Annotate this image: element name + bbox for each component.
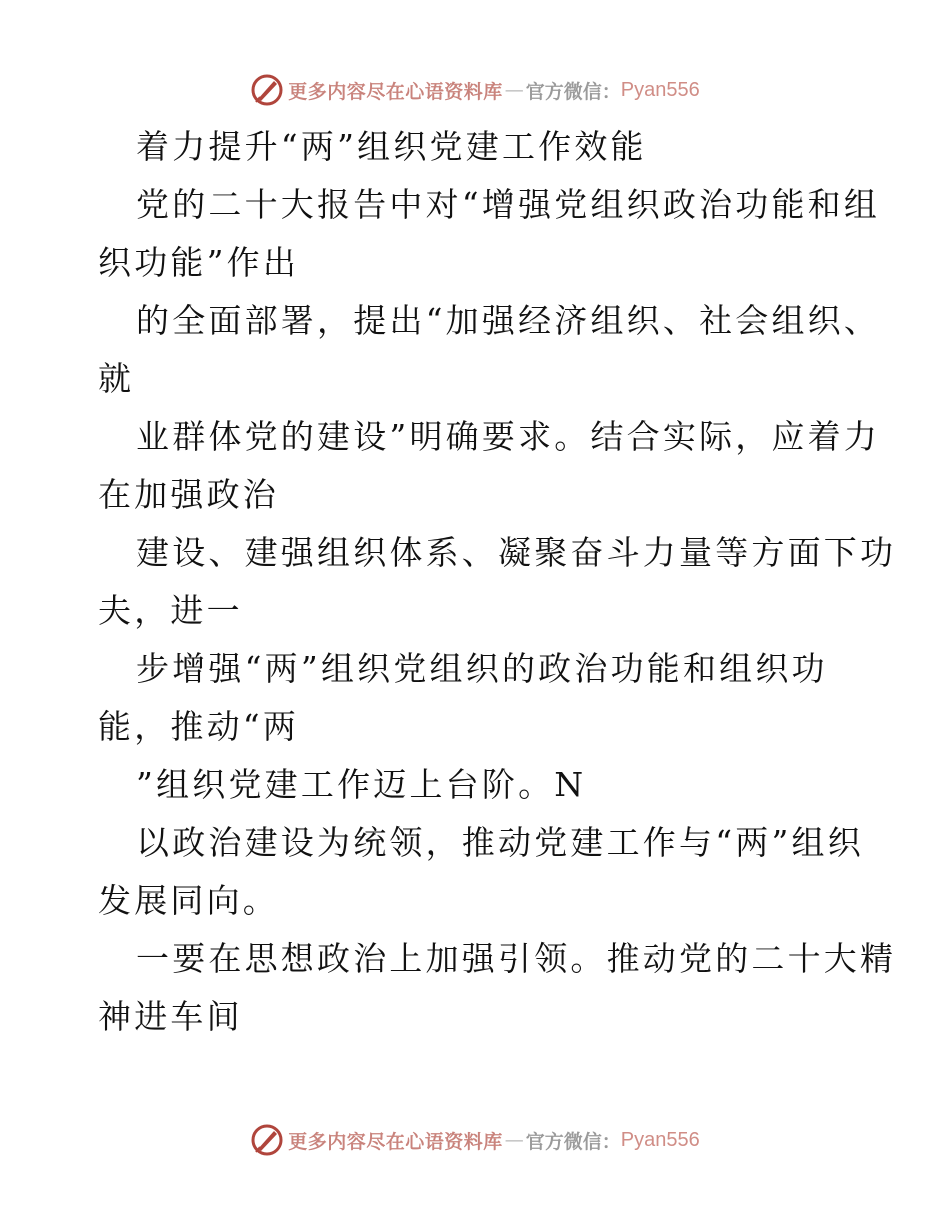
footer-watermark [0, 1120, 950, 1160]
paragraph-line: 步增强“两”组织党组织的政治功能和组织功 [136, 649, 828, 688]
paragraph-line: ”组织党建工作迈上台阶。N [136, 765, 587, 804]
watermark-site-name: 更多内容尽在心语资料库 [288, 1130, 503, 1153]
paragraph-line: 党的二十大报告中对“增强党组织政治功能和组 [136, 185, 881, 224]
paragraph-line: 能，推动“两 [98, 707, 300, 746]
paragraph-line: 夫，进一 [98, 591, 243, 630]
watermark-site-name: 更多内容尽在心语资料库 [288, 80, 503, 103]
paragraph-line: 业群体党的建设”明确要求。结合实际，应着力 [136, 417, 881, 456]
watermark-wechat-id: Pyan556 [620, 1128, 700, 1151]
watermark-dash: — [504, 79, 524, 101]
paragraph-line: 在加强政治 [98, 475, 279, 514]
paragraph-line: 以政治建设为统领，推动党建工作与“两”组织 [136, 823, 864, 862]
paragraph-line: 建设、建强组织体系、凝聚奋斗力量等方面下功 [136, 533, 897, 572]
quill-logo-icon [250, 73, 284, 107]
quill-logo-icon [250, 1123, 284, 1157]
watermark-wechat-label: 官方微信： [525, 80, 621, 103]
document-body [98, 118, 897, 1046]
watermark-dash: — [504, 1129, 524, 1151]
paragraph-line: 就 [98, 359, 135, 398]
paragraph-line: 织功能”作出 [98, 243, 300, 282]
paragraph-line: 发展同向。 [98, 881, 279, 920]
paragraph-line: 的全面部署，提出“加强经济组织、社会组织、 [136, 301, 881, 340]
paragraph-line: 一要在思想政治上加强引领。推动党的二十大精 [136, 939, 897, 978]
paragraph-line: 神进车间 [98, 997, 243, 1036]
watermark-wechat-id: Pyan556 [620, 78, 700, 101]
document-title: 着力提升“两”组织党建工作效能 [136, 127, 647, 166]
watermark-wechat-label: 官方微信： [525, 1130, 621, 1153]
header-watermark [0, 70, 950, 110]
